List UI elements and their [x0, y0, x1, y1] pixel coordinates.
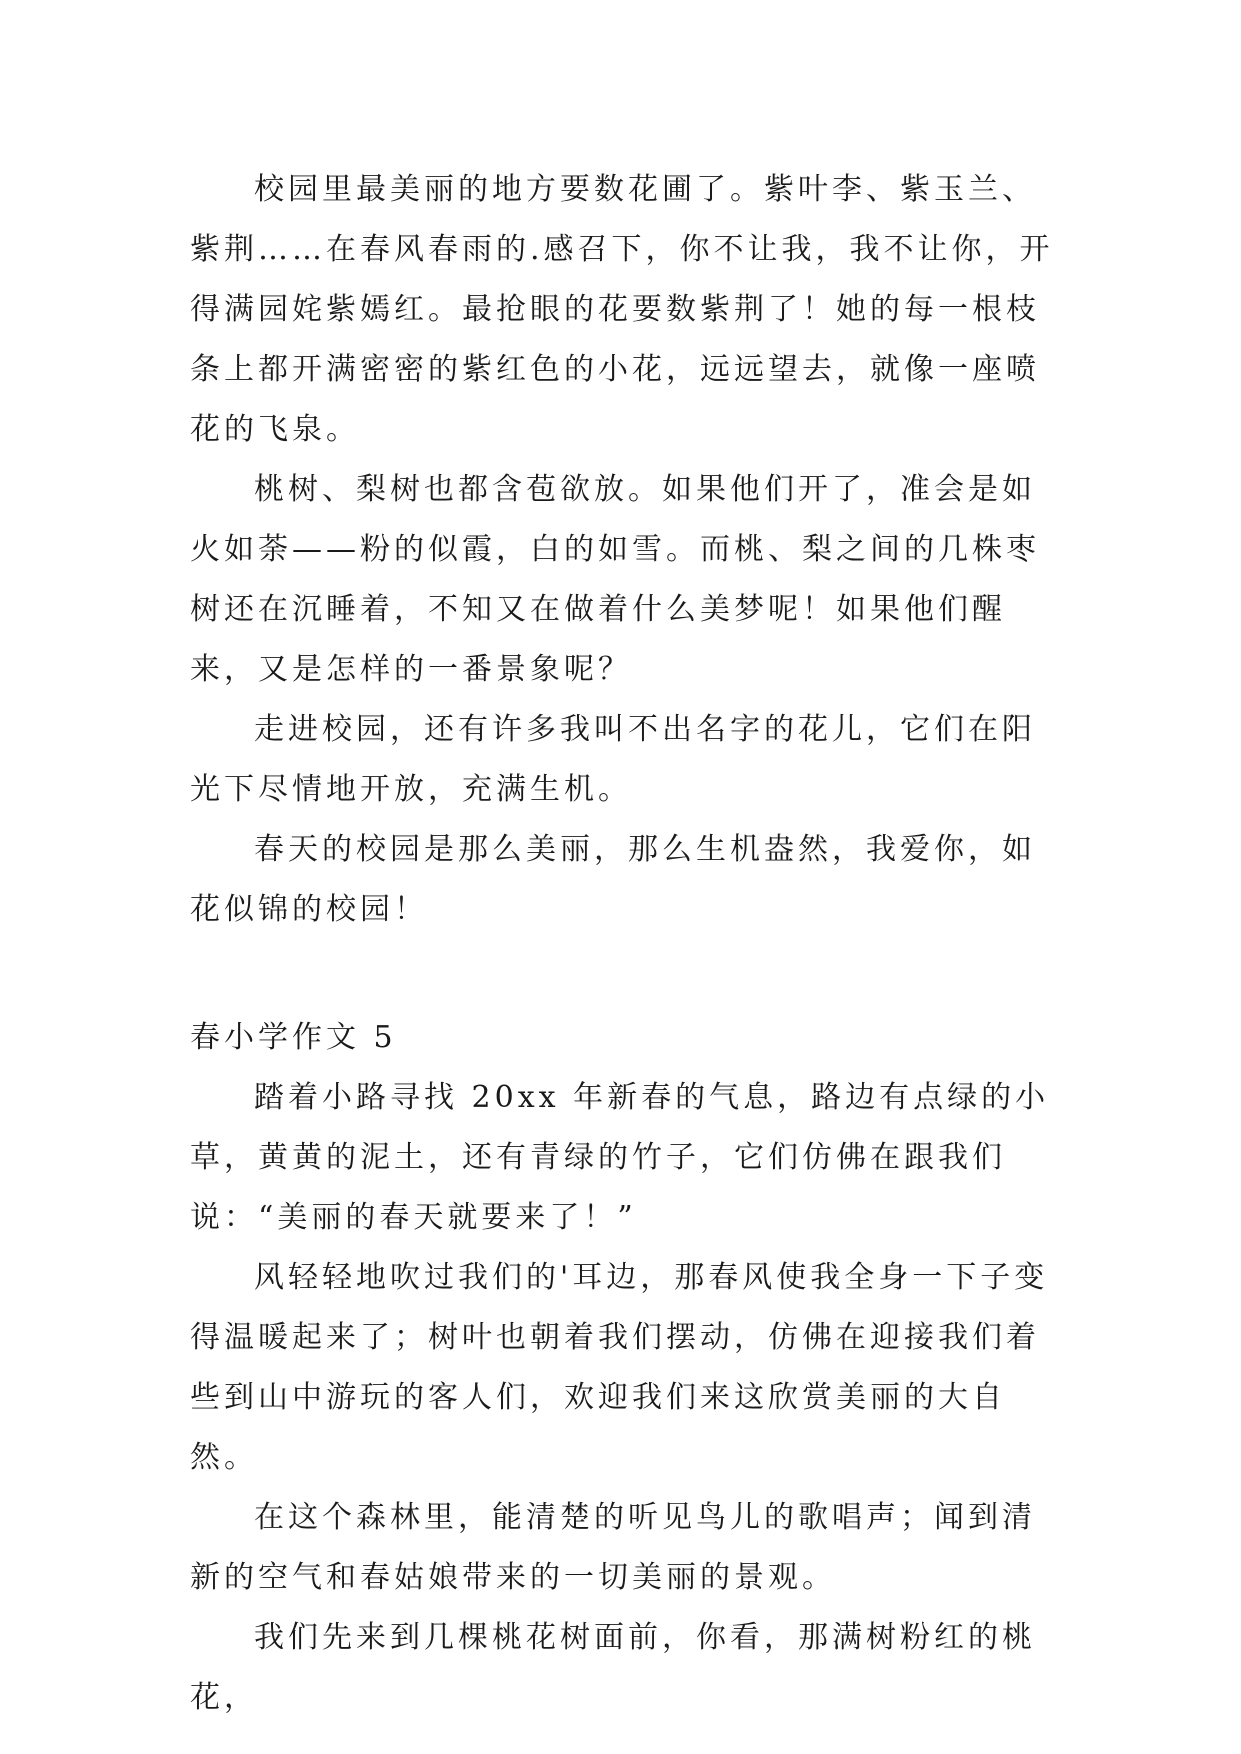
section-heading: 春小学作文 5 — [190, 1020, 397, 1055]
paragraph-path-search: 踏着小路寻找 20xx 年新春的气息，路边有点绿的小草，黄黄的泥土，还有青绿的竹子，它们仿佛在跟我们说：“美丽的春天就要来了！” — [190, 1080, 1050, 1235]
paragraph-peach-pear-trees: 桃树、梨树也都含苞欲放。如果他们开了，准会是如火如荼——粉的似霞，白的如雪。而桃、梨之间的几株枣树还在沉睡着，不知又在做着什么美梦呢！如果他们醒来，又是怎样的一番景象呢？ — [190, 472, 1040, 687]
paragraph-unnamed-flowers: 走进校园，还有许多我叫不出名字的花儿，它们在阳光下尽情地开放，充满生机。 — [190, 712, 1036, 807]
paragraph-spring-campus: 春天的校园是那么美丽，那么生机盎然，我爱你，如花似锦的校园！ — [190, 832, 1036, 927]
paragraph-flower-garden: 校园里最美丽的地方要数花圃了。紫叶李、紫玉兰、紫荆……在春风春雨的.感召下，你不让我，我不让你，开得满园姹紫嫣红。最抢眼的花要数紫荆了！她的每一根枝条上都开满密密的紫红色的小花，远远望去，就像一座喷花的飞泉。 — [190, 172, 1054, 447]
paragraph-peach-blossoms: 我们先来到几棵桃花树面前，你看，那满树粉红的桃花， — [190, 1620, 1036, 1715]
paragraph-spring-wind: 风轻轻地吹过我们的'耳边，那春风使我全身一下子变得温暖起来了；树叶也朝着我们摆动，仿佛在迎接我们着些到山中游玩的客人们，欢迎我们来这欣赏美丽的大自然。 — [190, 1260, 1049, 1475]
paragraph-forest: 在这个森林里，能清楚的听见鸟儿的歌唱声；闻到清新的空气和春姑娘带来的一切美丽的景观。 — [190, 1500, 1036, 1595]
document-body — [190, 160, 1060, 1728]
